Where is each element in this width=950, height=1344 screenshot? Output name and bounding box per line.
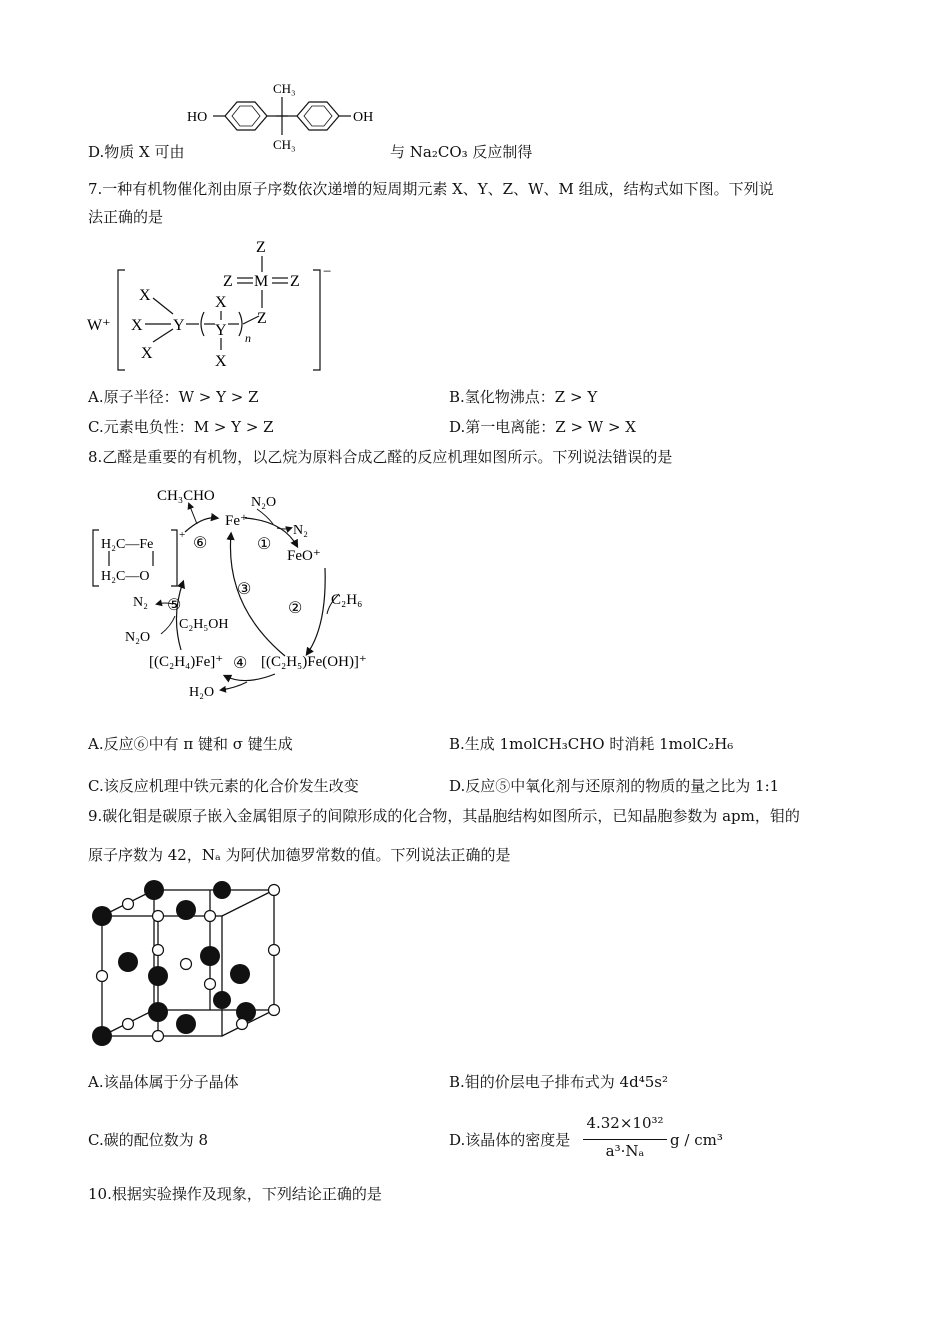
step-1: ① [257, 536, 272, 553]
step-6: ⑥ [193, 535, 208, 552]
ring-h2c-fe: H₂C—Fe [101, 537, 154, 552]
species-c2h4fe: [(C₂H₄)Fe]⁺ [149, 654, 224, 670]
atom-x-unit-top: X [215, 294, 227, 311]
q8-mechanism-diagram [85, 476, 405, 706]
cation-w: W⁺ [87, 317, 111, 334]
q6-option-d-suffix: 与 Na₂CO₃ 反应制得 [390, 143, 533, 161]
q8-option-d[interactable]: D.反应⑤中氧化剂与还原剂的物质的量之比为 1:1 [449, 777, 780, 795]
product-ch3cho: CH₃CHO [157, 488, 215, 504]
q7-stem-line1: 7.一种有机物催化剂由原子序数依次递增的短周期元素 X、Y、Z、W、M 组成，结构式如下图。下列说 [88, 180, 774, 198]
q7-option-c[interactable]: C.元素电负性：M > Y > Z [88, 418, 274, 436]
atom-z-left: Z [223, 273, 233, 290]
anion-charge: − [323, 264, 332, 280]
right-oh-label: OH [353, 110, 374, 125]
step-4: ④ [233, 655, 248, 672]
fraction-numerator: 4.32×10³² [586, 1114, 664, 1132]
repeat-n: n [245, 331, 251, 345]
bottom-ch3-label: CH₃ [273, 137, 296, 152]
fraction-bar [583, 1139, 667, 1140]
atom-x-unit-bottom: X [215, 353, 227, 370]
atom-m: M [254, 273, 269, 290]
bisphenol-structure [185, 75, 395, 155]
reagent-c2h6: C₂H₆ [331, 592, 363, 608]
byproduct-n2-left: N₂ [133, 595, 148, 610]
reagent-n2o-left: N₂O [125, 630, 151, 645]
q7-option-b[interactable]: B.氢化物沸点：Z > Y [449, 388, 598, 406]
q9-crystal-cell-diagram [86, 880, 286, 1050]
species-c2h5feoh: [(C₂H₅)Fe(OH)]⁺ [261, 654, 367, 670]
step-2: ② [288, 600, 303, 617]
atom-y-left: Y [173, 317, 185, 334]
atom-z-bottom: Z [257, 310, 267, 327]
atom-x-upper: X [139, 287, 151, 304]
ring-h2c-o: H₂C—O [101, 569, 150, 584]
fraction-denominator: a³·Nₐ [605, 1142, 645, 1160]
species-fe-plus: Fe⁺ [225, 513, 248, 529]
q9-stem-line2: 原子序数为 42，Nₐ 为阿伏加德罗常数的值。下列说法正确的是 [88, 846, 511, 864]
atom-z-right: Z [290, 273, 300, 290]
step-5: ⑤ [167, 597, 182, 614]
q8-option-c[interactable]: C.该反应机理中铁元素的化合价发生改变 [88, 777, 359, 795]
q7-option-d[interactable]: D.第一电离能：Z > W > X [449, 418, 636, 436]
q9-option-d-unit: g / cm³ [670, 1131, 723, 1149]
q7-stem-line2: 法正确的是 [88, 208, 164, 226]
species-feo-plus: FeO⁺ [287, 548, 321, 564]
q7-structure-diagram [85, 232, 345, 380]
q9-option-c[interactable]: C.碳的配位数为 8 [88, 1131, 209, 1149]
q9-option-d-prefix: D.该晶体的密度是 [449, 1131, 571, 1149]
q9-stem-line1: 9.碳化钼是碳原子嵌入金属钼原子的间隙形成的化合物，其晶胞结构如图所示，已知晶胞参数为 apm，钼的 [88, 807, 800, 825]
q9-option-a[interactable]: A.该晶体属于分子晶体 [88, 1073, 239, 1091]
q8-option-b[interactable]: B.生成 1molCH₃CHO 时消耗 1molC₂H₆ [449, 735, 734, 753]
atom-x-mid: X [131, 317, 143, 334]
atom-x-lower: X [141, 345, 153, 362]
byproduct-n2-top: N₂ [293, 523, 308, 538]
q8-option-a[interactable]: A.反应⑥中有 π 键和 σ 键生成 [88, 735, 293, 753]
q10-stem: 10.根据实验操作及现象，下列结论正确的是 [88, 1185, 382, 1203]
left-ho-label: HO [187, 110, 208, 125]
atom-y-unit: Y [215, 322, 227, 339]
step-3: ③ [237, 581, 252, 598]
q6-option-d-prefix: D.物质 X 可由 [88, 143, 185, 161]
atom-z-top: Z [256, 239, 266, 256]
reagent-n2o-top: N₂O [251, 495, 277, 510]
q9-option-b[interactable]: B.钼的价层电子排布式为 4d⁴5s² [449, 1073, 668, 1091]
q7-option-a[interactable]: A.原子半径：W > Y > Z [88, 388, 259, 406]
q8-stem: 8.乙醛是重要的有机物，以乙烷为原料合成乙醛的反应机理如图所示。下列说法错误的是 [88, 448, 673, 466]
top-ch3-label: CH₃ [273, 81, 296, 96]
svg-text:+: + [179, 529, 186, 541]
byproduct-c2h5oh: C₂H₅OH [179, 617, 229, 632]
byproduct-h2o: H₂O [189, 685, 215, 700]
